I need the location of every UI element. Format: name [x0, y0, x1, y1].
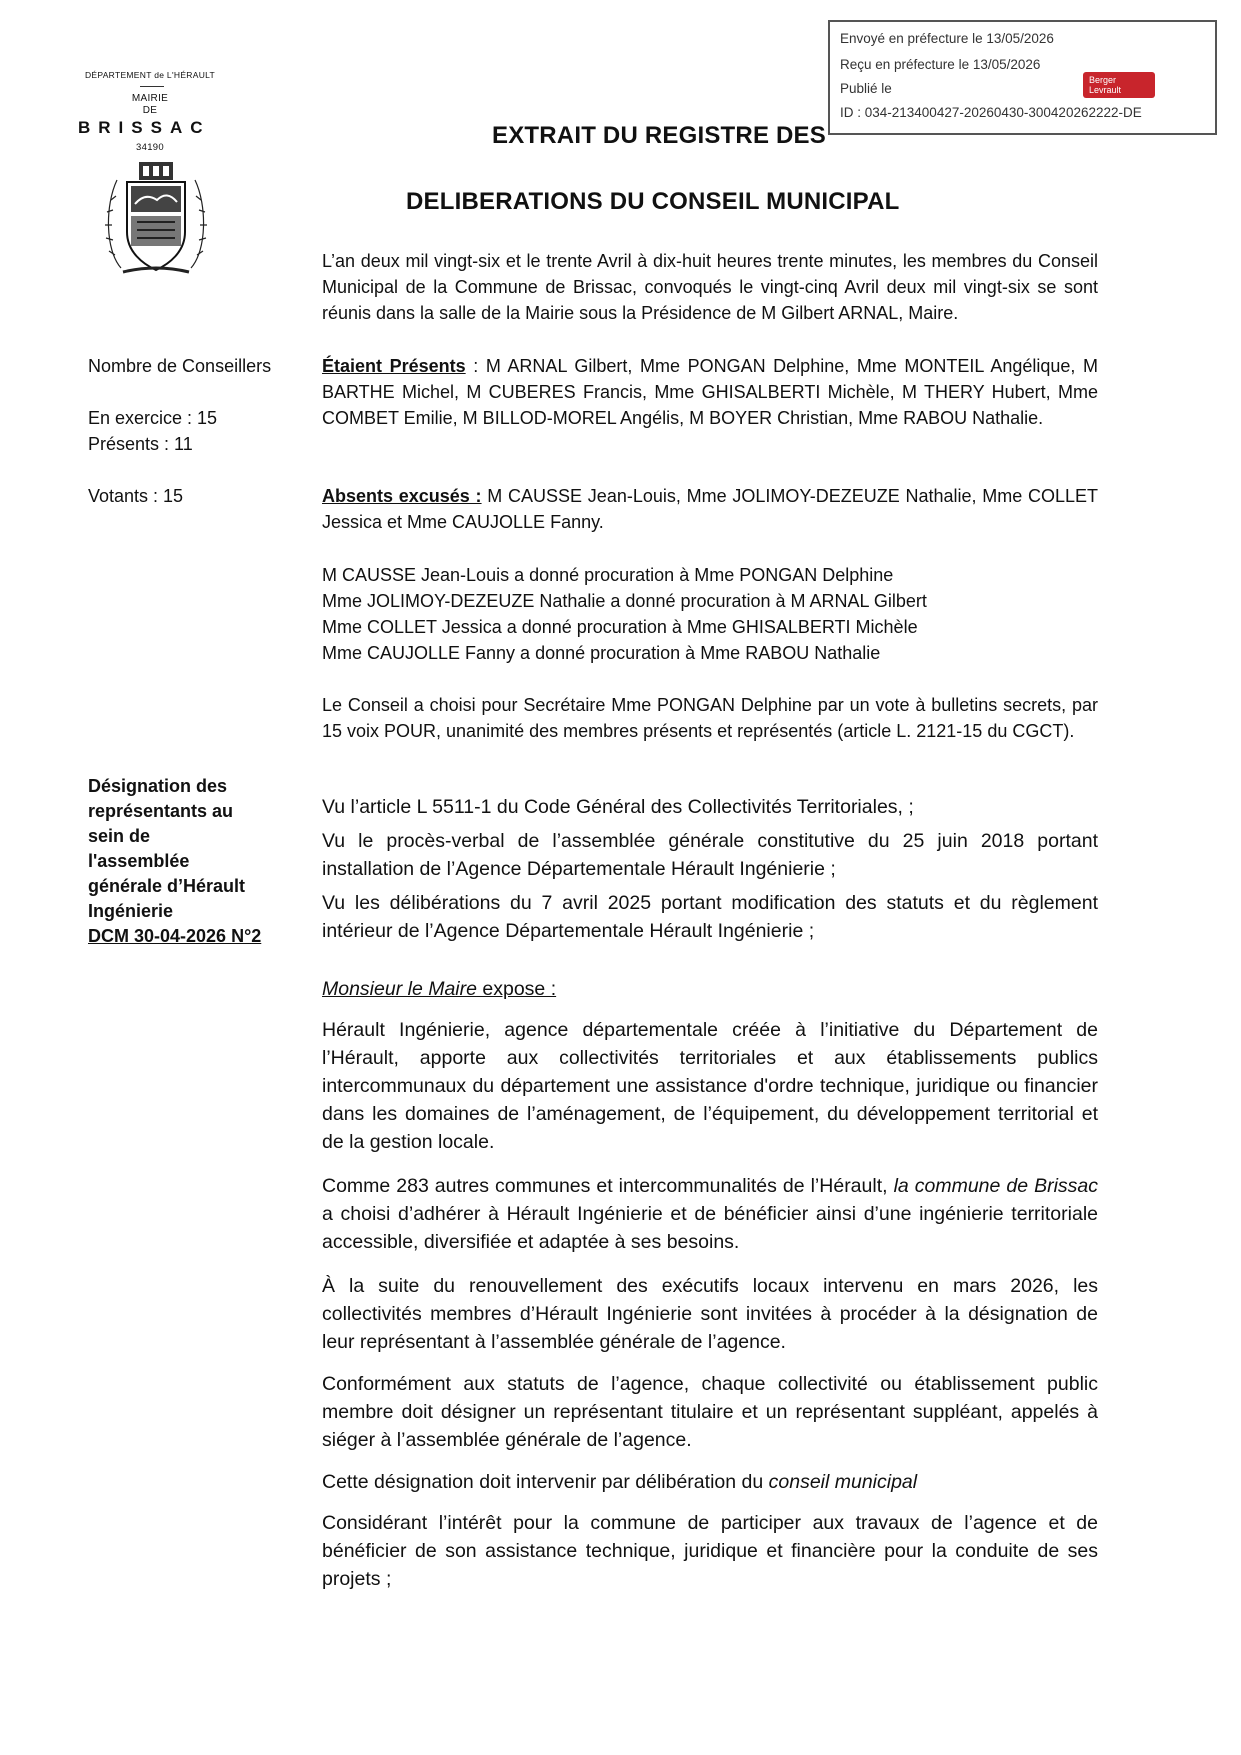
subject-line: représentants au: [88, 801, 234, 821]
stamp-sent: Envoyé en préfecture le 13/05/2026: [840, 31, 1054, 46]
presents-list: : M ARNAL Gilbert, Mme PONGAN Delphine, Mme MONTEIL Angélique, M BARTHE Michel, M CUBERES Francis, Mme GHISALBERTI Michèle, M THERY Hubert, Mme COMBET Emilie, M BILLOD-MOREL Angélis, M BOYER Christian, Mme RABOU Nathalie.: [322, 356, 1098, 428]
presents-label: Étaient Présents: [322, 356, 466, 376]
paragraph-2: [322, 1172, 1098, 1256]
berger-levrault-logo: [1083, 72, 1155, 98]
presents-paragraph: [322, 353, 1098, 431]
deliberation-ref: DCM 30-04-2026 N°2: [88, 926, 262, 946]
intro-paragraph: L’an deux mil vingt-six et le trente Avril à dix-huit heures trente minutes, les membres du Conseil Municipal de la Commune de Brissac, convoqués le vingt-cinq Avril deux mil vingt-six se sont réunis dans la salle de la Mairie sous la Présidence de M Gilbert ARNAL, Maire.: [322, 251, 1098, 323]
procurations-list: [322, 562, 1098, 666]
p5-conseil: conseil municipal: [768, 1471, 918, 1493]
procuration-item: Mme JOLIMOY-DEZEUZE Nathalie a donné procuration à M ARNAL Gilbert: [322, 591, 927, 611]
subject-line: sein de: [88, 826, 151, 846]
title-line-1: EXTRAIT DU REGISTRE DES: [492, 122, 826, 149]
subject-block: [88, 774, 278, 949]
mairie-label: MAIRIE: [131, 93, 169, 104]
title-line-2: DELIBERATIONS DU CONSEIL MUNICIPAL: [406, 188, 900, 215]
absents-list: M CAUSSE Jean-Louis, Mme JOLIMOY-DEZEUZE Nathalie, Mme COLLET Jessica et Mme CAUJOLLE Fanny.: [322, 486, 1098, 532]
subject-line: Ingénierie: [88, 901, 174, 921]
p2-text-end: a choisi d’adhérer à Hérault Ingénierie et de bénéficier ainsi d’une ingénierie territoriale accessible, diversifiée et adaptée à ses besoins.: [322, 1203, 1098, 1253]
paragraph-5: [322, 1468, 1098, 1496]
paragraph-4: Conformément aux statuts de l’agence, chaque collectivité ou établissement public membre doit désigner un représentant titulaire et un représentant suppléant, appelés à siéger à l’assemblée générale de l’agence.: [322, 1373, 1098, 1451]
commune-name: BRISSAC: [78, 118, 211, 137]
vu-1: Vu l’article L 5511-1 du Code Général des Collectivités Territoriales, ;: [322, 796, 914, 818]
divider: [140, 86, 164, 87]
paragraph-6: Considérant l’intérêt pour la commune de participer aux travaux de l’agence et de bénéficier de son assistance technique, juridique et financière pour la conduite de ses projets ;: [322, 1512, 1098, 1590]
departement-label: DÉPARTEMENT de L'HÉRAULT: [84, 70, 216, 80]
p5-text: Cette désignation doit intervenir par délibération du: [322, 1471, 769, 1493]
subject-line: l'assemblée: [88, 851, 190, 871]
secretaire-paragraph: Le Conseil a choisi pour Secrétaire Mme PONGAN Delphine par un vote à bulletins secrets, par 15 voix POUR, unanimité des membres présents et représentés (article L. 2121-15 du CGCT).: [322, 695, 1098, 741]
de-label: DE: [142, 105, 158, 116]
expose-line: [322, 975, 1098, 1003]
paragraph-1: Hérault Ingénierie, agence départementale créée à l’initiative du Département de l’Hérault, apporte aux collectivités territoriales et aux établissements publics intercommunaux du département une assistance d'ordre technique, juridique ou financier dans les domaines de l’aménagement, de l’équipement, du développement territorial et de la gestion locale.: [322, 1019, 1098, 1153]
procuration-item: M CAUSSE Jean-Louis a donné procuration à Mme PONGAN Delphine: [322, 565, 894, 585]
subject-line: Désignation des: [88, 776, 228, 796]
absents-paragraph: [322, 483, 1098, 535]
procuration-item: Mme CAUJOLLE Fanny a donné procuration à Mme RABOU Nathalie: [322, 643, 881, 663]
expose-who: Monsieur le Maire: [322, 978, 477, 1000]
vu-3: Vu les délibérations du 7 avril 2025 portant modification des statuts et du règlement intérieur de l’Agence Départementale Hérault Ingénierie ;: [322, 892, 1098, 942]
p2-text: Comme 283 autres communes et intercommunalités de l’Hérault,: [322, 1175, 894, 1197]
expose-verb: expose :: [476, 978, 557, 1000]
stamp-received: Reçu en préfecture le 13/05/2026: [840, 57, 1041, 72]
stamp-id: ID : 034-213400427-20260430-300420262222-DE: [840, 105, 1142, 120]
logo-text-1: Berger: [1089, 75, 1117, 85]
postcode: 34190: [136, 142, 164, 153]
coat-of-arms-icon: [103, 160, 209, 278]
logo-text-2: Levrault: [1089, 85, 1122, 95]
paragraph-3: À la suite du renouvellement des exécutifs locaux intervenu en mars 2026, les collectivités membres d’Hérault Ingénierie sont invitées à procéder à la désignation de leur représentant à l’assemblée générale de l’agence.: [322, 1275, 1098, 1353]
absents-label: Absents excusés :: [322, 486, 482, 506]
conseillers-label: Nombre de Conseillers: [88, 356, 272, 376]
subject-line: générale d’Hérault: [88, 876, 246, 896]
presents-count: Présents : 11: [88, 434, 193, 454]
p2-commune: la commune de Brissac: [893, 1175, 1099, 1197]
en-exercice: En exercice : 15: [88, 408, 218, 428]
vu-2: Vu le procès-verbal de l’assemblée générale constitutive du 25 juin 2018 portant installation de l’Agence Départementale Hérault Ingénierie ;: [322, 830, 1098, 880]
stamp-published: Publié le: [840, 81, 892, 96]
prefecture-stamp: [828, 20, 1217, 135]
votants-count: Votants : 15: [88, 486, 184, 506]
procuration-item: Mme COLLET Jessica a donné procuration à Mme GHISALBERTI Michèle: [322, 617, 918, 637]
